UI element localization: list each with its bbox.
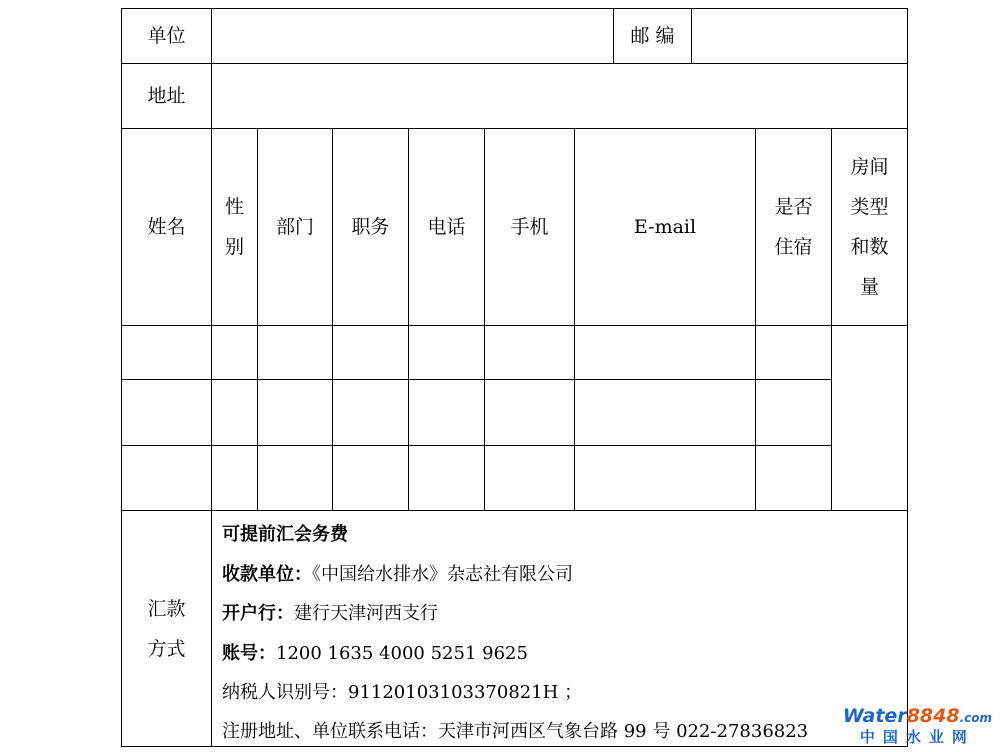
postcode-label: 邮 编 xyxy=(630,25,675,47)
watermark-logo xyxy=(843,706,992,746)
watermark-logo-part1: Water xyxy=(842,705,907,727)
remit-label-line: 汇款 xyxy=(147,597,186,620)
header-position: 职务 xyxy=(351,216,390,238)
table-rule xyxy=(121,379,832,380)
header-room-line: 类型 xyxy=(850,196,889,218)
unit-field[interactable] xyxy=(212,9,613,63)
remit-tax-id: 纳税人识别号：91120103103370821H ； xyxy=(222,682,583,703)
header-room-line: 房间 xyxy=(850,156,889,178)
address-field[interactable] xyxy=(212,64,907,128)
address-label: 地址 xyxy=(147,85,186,107)
header-phone: 电话 xyxy=(427,216,466,238)
remit-payee: 收款单位：《中国给水排水》杂志社有限公司 xyxy=(222,564,573,585)
table-border-bottom xyxy=(121,746,908,747)
unit-label: 单位 xyxy=(147,25,186,47)
postcode-field[interactable] xyxy=(692,9,907,63)
header-gender-line: 性 xyxy=(224,196,244,218)
header-lodging-line: 是否 xyxy=(774,196,813,218)
table-rule xyxy=(121,510,908,511)
header-mobile: 手机 xyxy=(510,216,549,238)
table-rule xyxy=(121,325,908,326)
remit-advance-note: 可提前汇会务费 xyxy=(222,524,348,545)
header-name: 姓名 xyxy=(147,216,186,238)
header-room xyxy=(832,129,907,325)
header-lodging-line: 住宿 xyxy=(774,236,813,258)
header-room-line: 和数 xyxy=(850,236,889,258)
watermark-logo-suffix: .com xyxy=(959,711,992,725)
header-gender xyxy=(212,129,257,325)
header-room-line: 量 xyxy=(859,276,879,298)
header-gender-line: 别 xyxy=(224,236,244,258)
remit-label xyxy=(122,511,211,746)
header-lodging xyxy=(756,129,831,325)
remit-label-line: 方式 xyxy=(147,637,186,660)
table-border-right xyxy=(907,8,908,747)
watermark-logo-part2: 8848 xyxy=(906,705,960,727)
header-email: E-mail xyxy=(633,216,697,238)
table-rule xyxy=(121,445,832,446)
remit-bank: 开户行：建行天津河西支行 xyxy=(222,603,438,624)
watermark-cn-name: 中国水业网 xyxy=(859,728,975,746)
header-department: 部门 xyxy=(275,216,314,238)
remit-address-phone: 注册地址、单位联系电话：天津市河西区气象台路 99 号 022-27836823 xyxy=(222,721,809,742)
remit-account: 账号：1200 1635 4000 5251 9625 xyxy=(222,643,528,664)
